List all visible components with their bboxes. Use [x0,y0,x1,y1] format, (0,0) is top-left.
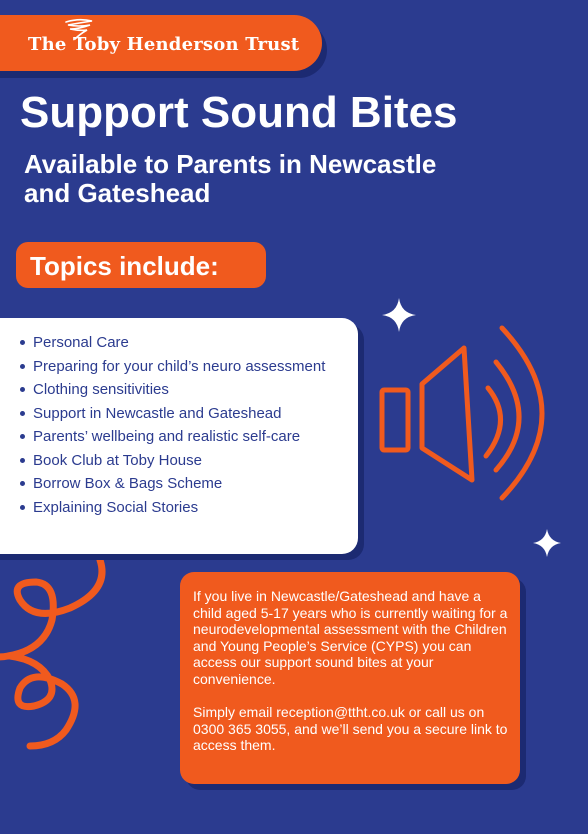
info-text [193,588,513,771]
list-item: Support in Newcastle and Gateshead [33,402,383,426]
sparkle-icon [531,527,563,559]
topic-list [0,331,383,519]
speaker-sound-icon [372,318,578,504]
page-subtitle: Available to Parents in Newcastle and Gateshead [24,149,437,208]
orange-squiggle-decoration [0,560,130,750]
list-item: Explaining Social Stories [33,496,383,520]
page-title: Support Sound Bites [20,88,458,137]
list-item: Book Club at Toby House [33,449,383,473]
list-item: Preparing for your child’s neuro assessment [33,355,383,379]
info-paragraph-contact: Simply email reception@ttht.co.uk or call us on 0300 365 3055, and we’ll send you a secure link to access them. [193,704,508,754]
sparkle-icon [380,296,418,334]
list-item: Borrow Box & Bags Scheme [33,472,383,496]
org-name: The Toby Henderson Trust [28,34,300,55]
list-item: Parents’ wellbeing and realistic self-care [33,425,383,449]
list-item: Clothing sensitivities [33,378,383,402]
topics-label: Topics include: [30,251,219,281]
info-paragraph-eligibility: If you live in Newcastle/Gateshead and have a child aged 5-17 years who is currently waiting for a neurodevelopmental assessment with the Children and Young People’s Service (CYPS) you can access our support sound bites at your convenience. [193,588,508,687]
list-item: Personal Care [33,331,383,355]
